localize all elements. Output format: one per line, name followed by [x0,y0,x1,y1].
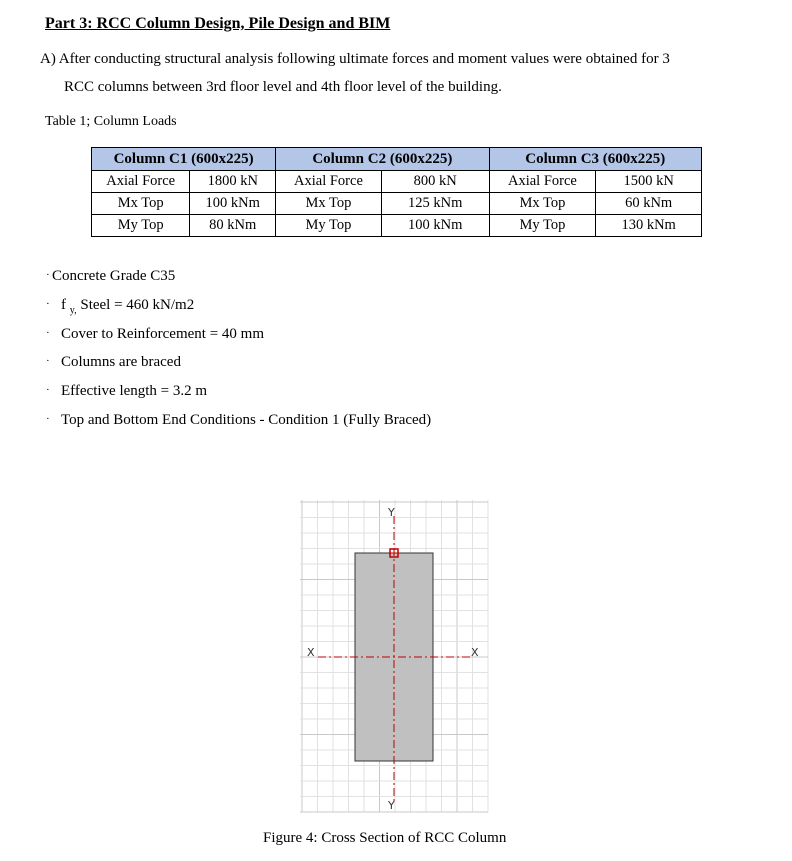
table-cell: 80 kNm [190,215,276,237]
bullet-dot: · [46,298,50,310]
bullet-dot: · [46,327,50,339]
table-row [92,171,702,193]
table-cell: Axial Force [276,171,382,193]
steel-subscript: y, [69,305,77,316]
bullet-concrete-grade [46,268,175,285]
bullet-dot: · [46,384,50,396]
column-c3-header: Column C3 (600x225) [489,148,701,171]
table-cell: Mx Top [92,193,190,215]
table-cell: Axial Force [489,171,596,193]
section-heading: Part 3: RCC Column Design, Pile Design and BIM [45,15,391,32]
bullet-end-conditions [46,412,431,429]
column-c2-header: Column C2 (600x225) [276,148,489,171]
table-cell: Mx Top [276,193,382,215]
steel-symbol: f [61,297,66,313]
bullet-text: Columns are braced [61,354,181,370]
table-cell: 1500 kN [596,171,702,193]
figure-caption: Figure 4: Cross Section of RCC Column [263,830,507,846]
question-line-2: RCC columns between 3rd floor level and 4th floor level of the building. [64,79,502,95]
bullet-text: Top and Bottom End Conditions - Condition 1 (Fully Braced) [61,412,432,428]
table-caption: Table 1; Column Loads [45,114,177,129]
bullet-cover [46,326,264,343]
bullet-text: Steel = 460 kN/m2 [80,297,195,313]
question-text-1: After conducting structural analysis following ultimate forces and moment values were obtained for 3 [58,51,670,67]
table-cell: 800 kN [381,171,489,193]
table-cell: Mx Top [489,193,596,215]
bullet-dot: · [46,269,50,281]
y-axis-label-top: Y [388,506,395,519]
question-label: A) [40,51,56,67]
table-row [92,215,702,237]
table-cell: 100 kNm [381,215,489,237]
bullet-text: Effective length = 3.2 m [61,383,208,399]
column-c1-header: Column C1 (600x225) [92,148,276,171]
table-cell: 100 kNm [190,193,276,215]
x-axis-label-right: X [471,646,479,659]
table-cell: 1800 kN [190,171,276,193]
bullet-text: Concrete Grade C35 [52,268,176,284]
bullet-effective-length [46,383,207,400]
table-cell: 125 kNm [381,193,489,215]
bullet-text: Cover to Reinforcement = 40 mm [61,326,264,342]
table-cell: My Top [276,215,382,237]
table-cell: 130 kNm [596,215,702,237]
table-row [92,193,702,215]
table-cell: Axial Force [92,171,190,193]
question-line-1 [40,51,670,68]
bullet-braced [46,354,181,371]
bullet-steel-strength [46,297,194,316]
bullet-dot: · [46,413,50,425]
column-cross-section-figure [296,496,492,816]
bullet-dot: · [46,355,50,367]
table-cell: My Top [489,215,596,237]
table-cell: My Top [92,215,190,237]
column-loads-table [91,147,702,237]
table-cell: 60 kNm [596,193,702,215]
x-axis-label-left: X [307,646,315,659]
y-axis-label-bottom: Y [388,799,395,812]
table-header-row [92,148,702,171]
